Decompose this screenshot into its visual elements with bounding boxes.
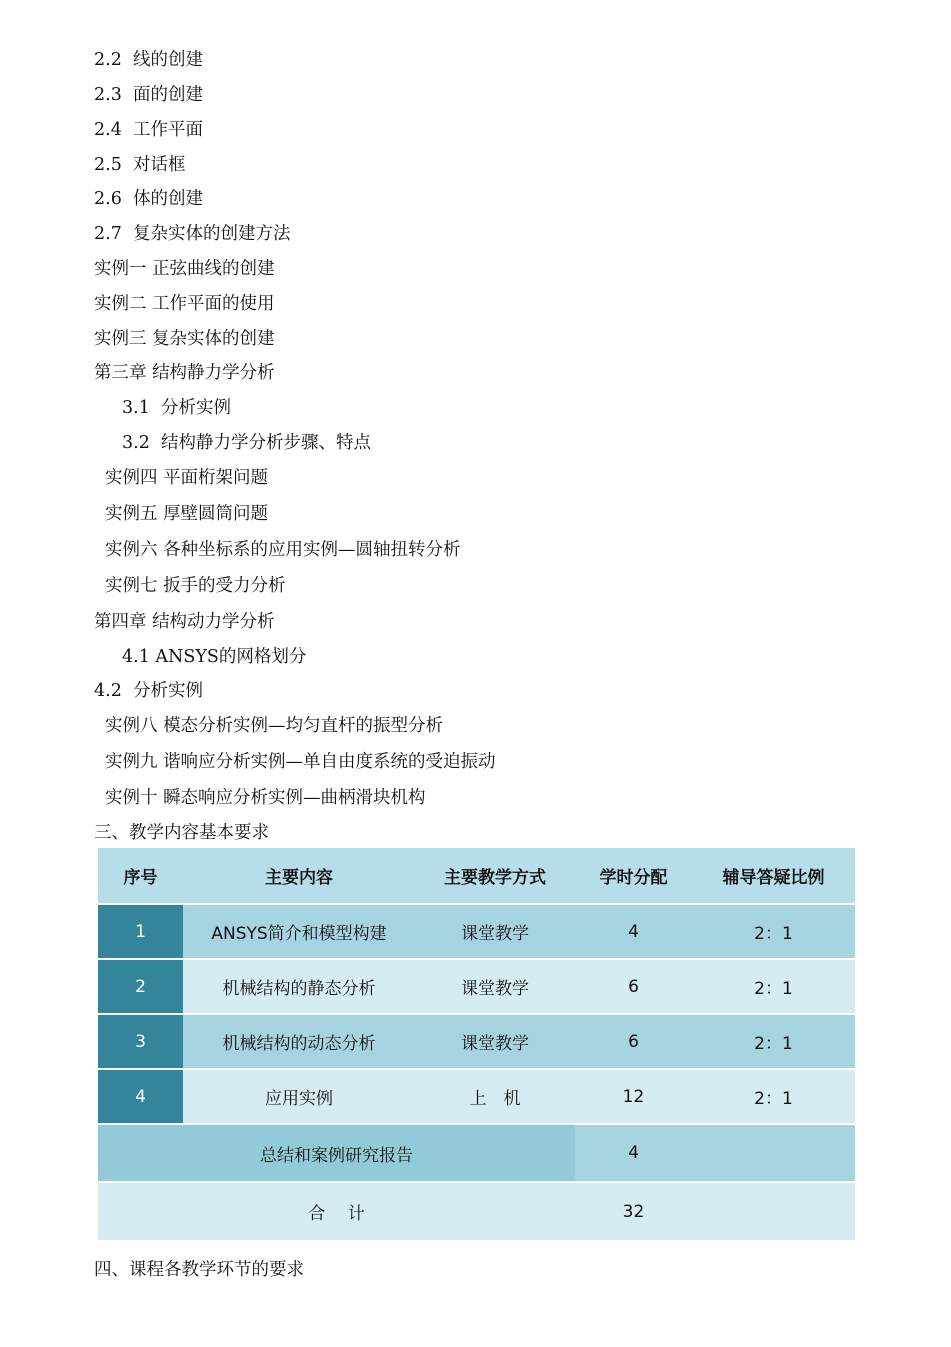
teaching-schedule-table: [98, 848, 855, 1240]
row-method: 上 机: [415, 1069, 575, 1124]
table-row: [98, 959, 855, 1014]
row-ratio: 2：1: [692, 1069, 855, 1124]
toc-item: 实例七 扳手的受力分析: [105, 576, 286, 596]
row-method: 课堂教学: [415, 1014, 575, 1069]
row-content: 机械结构的静态分析: [183, 959, 415, 1014]
row-index: 1: [98, 904, 183, 959]
table-row: [98, 1069, 855, 1124]
row-index: 2: [98, 959, 183, 1014]
table-row: [98, 904, 855, 959]
row-method: 课堂教学: [415, 904, 575, 959]
row-hours: 4: [575, 904, 692, 959]
toc-item: 2.4 工作平面: [94, 120, 203, 140]
toc-item: 实例一 正弦曲线的创建: [94, 259, 275, 279]
row-content: 机械结构的动态分析: [183, 1014, 415, 1069]
row-index: 3: [98, 1014, 183, 1069]
summary-hours: 4: [575, 1124, 692, 1182]
row-hours: 12: [575, 1069, 692, 1124]
row-ratio: 2：1: [692, 904, 855, 959]
row-ratio: 2：1: [692, 1014, 855, 1069]
row-content: ANSYS简介和模型构建: [183, 904, 415, 959]
summary-row: [98, 1124, 855, 1182]
toc-item: 4.2 分析实例: [94, 681, 203, 701]
header-ratio: 辅导答疑比例: [692, 848, 855, 904]
row-method: 课堂教学: [415, 959, 575, 1014]
total-label: 合 计: [98, 1182, 575, 1240]
header-content: 主要内容: [183, 848, 415, 904]
total-hours: 32: [575, 1182, 692, 1240]
table-header-row: [98, 848, 855, 904]
total-row: [98, 1182, 855, 1240]
header-method: 主要教学方式: [415, 848, 575, 904]
toc-chapter-heading: 第三章 结构静力学分析: [94, 363, 275, 383]
toc-item: 实例十 瞬态响应分析实例—曲柄滑块机构: [105, 788, 426, 808]
header-hours: 学时分配: [575, 848, 692, 904]
toc-chapter-heading: 第四章 结构动力学分析: [94, 612, 275, 632]
toc-item: 4.1 ANSYS的网格划分: [122, 647, 307, 667]
summary-ratio: [692, 1124, 855, 1182]
toc-item: 2.2 线的创建: [94, 50, 203, 70]
section-heading: 四、课程各教学环节的要求: [94, 1260, 304, 1280]
toc-item: 实例三 复杂实体的创建: [94, 329, 275, 349]
row-content: 应用实例: [183, 1069, 415, 1124]
table-row: [98, 1014, 855, 1069]
header-index: 序号: [98, 848, 183, 904]
toc-item: 3.2 结构静力学分析步骤、特点: [122, 433, 371, 453]
total-ratio: [692, 1182, 855, 1240]
row-index: 4: [98, 1069, 183, 1124]
summary-label: 总结和案例研究报告: [98, 1124, 575, 1182]
toc-item: 3.1 分析实例: [122, 398, 231, 418]
toc-item: 实例四 平面桁架问题: [105, 468, 269, 488]
section-heading: 三、教学内容基本要求: [94, 823, 269, 843]
toc-item: 2.6 体的创建: [94, 189, 203, 209]
toc-item: 实例二 工作平面的使用: [94, 294, 275, 314]
toc-item: 2.5 对话框: [94, 155, 186, 175]
row-hours: 6: [575, 1014, 692, 1069]
row-hours: 6: [575, 959, 692, 1014]
toc-item: 实例五 厚壁圆筒问题: [105, 504, 269, 524]
toc-item: 实例六 各种坐标系的应用实例—圆轴扭转分析: [105, 540, 461, 560]
toc-item: 2.7 复杂实体的创建方法: [94, 224, 291, 244]
toc-item: 2.3 面的创建: [94, 85, 203, 105]
row-ratio: 2：1: [692, 959, 855, 1014]
toc-item: 实例八 模态分析实例—均匀直杆的振型分析: [105, 716, 444, 736]
toc-item: 实例九 谐响应分析实例—单自由度系统的受迫振动: [105, 752, 496, 772]
